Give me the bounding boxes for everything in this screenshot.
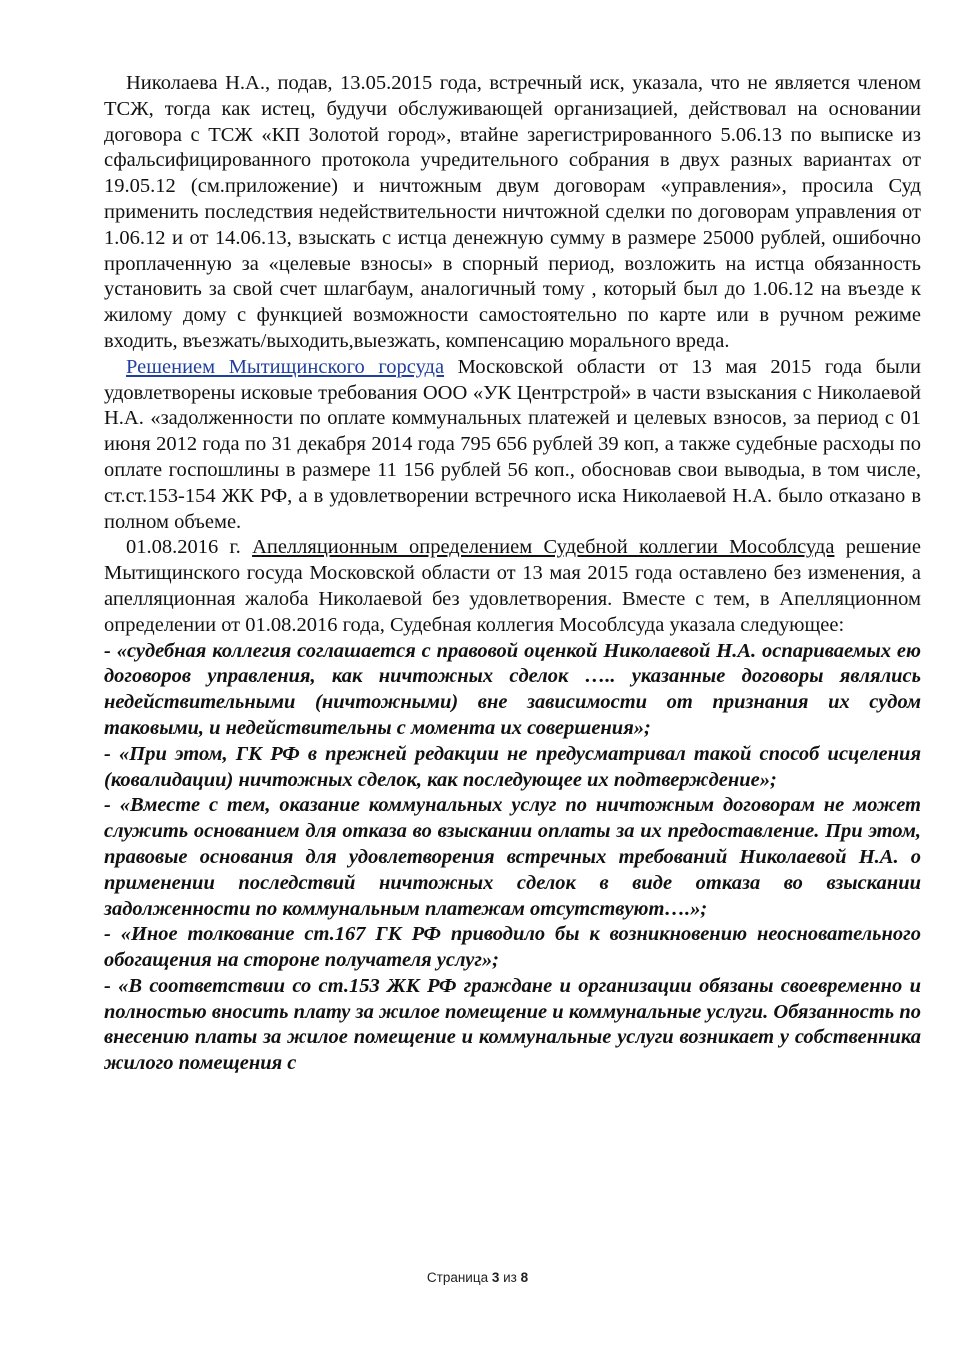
quote-item: - «Иное толкование ст.167 ГК РФ приводило бы к возникновению неосновательного обогащения на стороне получателя услуг»; <box>104 923 921 972</box>
quote-item: - «В соответствии со ст.153 ЖК РФ граждане и организации обязаны своевременно и полностью вносить плату за жилое помещение и коммунальные услуги. Обязанность по внесению платы за жилое помещение и коммунальные услуги возникает у собственника жилого помещения с <box>104 974 921 1075</box>
paragraph-court-decision <box>104 355 921 536</box>
quote-item: - «При этом, ГК РФ в прежней редакции не предусматривал такой способ исцеления (ковалидации) ничтожных сделок, как последующее их подтверждение»; <box>104 742 921 791</box>
paragraph-appeal-text: решение Мытищинского госуда Московской области от 13 мая 2015 года оставлено без изменения, а апелляционная жалоба Николаевой без удовлетворения. Вместе с тем, в Апелляционном определении от 01.08.2016 года, Судебная коллегия Мособлсуда указала следующее: <box>104 536 921 636</box>
paragraph-court-decision-text: Московской области от 13 мая 2015 года были удовлетворены исковые требования ООО «УК Центрстрой» в части взыскания с Николаевой Н.А. «задолженности по оплате коммунальных платежей и целевых взносов, за период с 01 июня 2012 года по 31 декабря 2014 года 795 656 рублей 39 коп, а также судебные расходы по оплате госпошлины в размере 11 156 рублей 56 коп., обосновав свои выводыа, в том числе, ст.ст.153-154 ЖК РФ, а в удовлетворении встречного иска Николаевой Н.А. было отказано в полном объеме. <box>104 355 921 533</box>
page-of-label: из <box>499 1270 521 1285</box>
page-current: 3 <box>491 1270 500 1285</box>
quote-item: - «Вместе с тем, оказание коммунальных услуг по ничтожным договорам не может служить основанием для отказа во взыскании оплаты за их предоставление. При этом, правовые основания для удовлетворения встречных требований Николаевой Н.А. о применении последствий ничтожных сделок в виде отказа во взыскании задолженности по коммунальным платежам отсутствуют….»; <box>104 794 921 920</box>
document-body <box>104 71 921 1077</box>
appeal-date: 01.08.2016 г. <box>126 536 253 559</box>
page-label: Страница <box>426 1270 492 1285</box>
appeal-ruling-link[interactable]: Апелляционным определением Судебной коллегии Мособлсуда <box>252 536 835 559</box>
paragraph-counterclaim: Николаева Н.А., подав, 13.05.2015 года, встречный иск, указала, что не является членом ТСЖ, тогда как истец, будучи обслуживающей организацией, действовал на основании договора с ТСЖ «КП Золотой город», втайне зарегистрированного 5.06.13 по выписке из сфальсифицированного протокола учредительного собрания в двух разных вариантах от 19.05.12 (см.приложение) и ничтожным двум договорам «управления», просила Суд применить последствия недействительности ничтожной сделки по договорам управления от 1.06.12 и от 14.06.13, взыскать с истца денежную сумму в размере 25000 рублей, ошибочно проплаченную за «целевые взносы» в спорный период, возложить на истца обязанность установить за свой счет шлагбаум, аналогичный тому , который был до 1.06.12 на въезде к жилому дому с функцией возможности самостоятельно по карте или в ручном режиме входить, въезжать/выходить,выезжать, компенсацию морального вреда. <box>104 72 921 352</box>
court-decision-link[interactable]: Решением Мытищинского горсуда <box>126 355 445 378</box>
paragraph-appeal <box>104 535 921 638</box>
page-footer <box>0 1270 955 1285</box>
quote-item: - «судебная коллегия соглашается с правовой оценкой Николаевой Н.А. оспариваемых ею договоров управления, как ничтожных сделок ….. указанные договоры являлись недействительными (ничтожными) вне зависимости от признания их судом таковыми, и недействительны с момента их совершения»; <box>104 639 921 739</box>
page-total: 8 <box>520 1270 529 1285</box>
